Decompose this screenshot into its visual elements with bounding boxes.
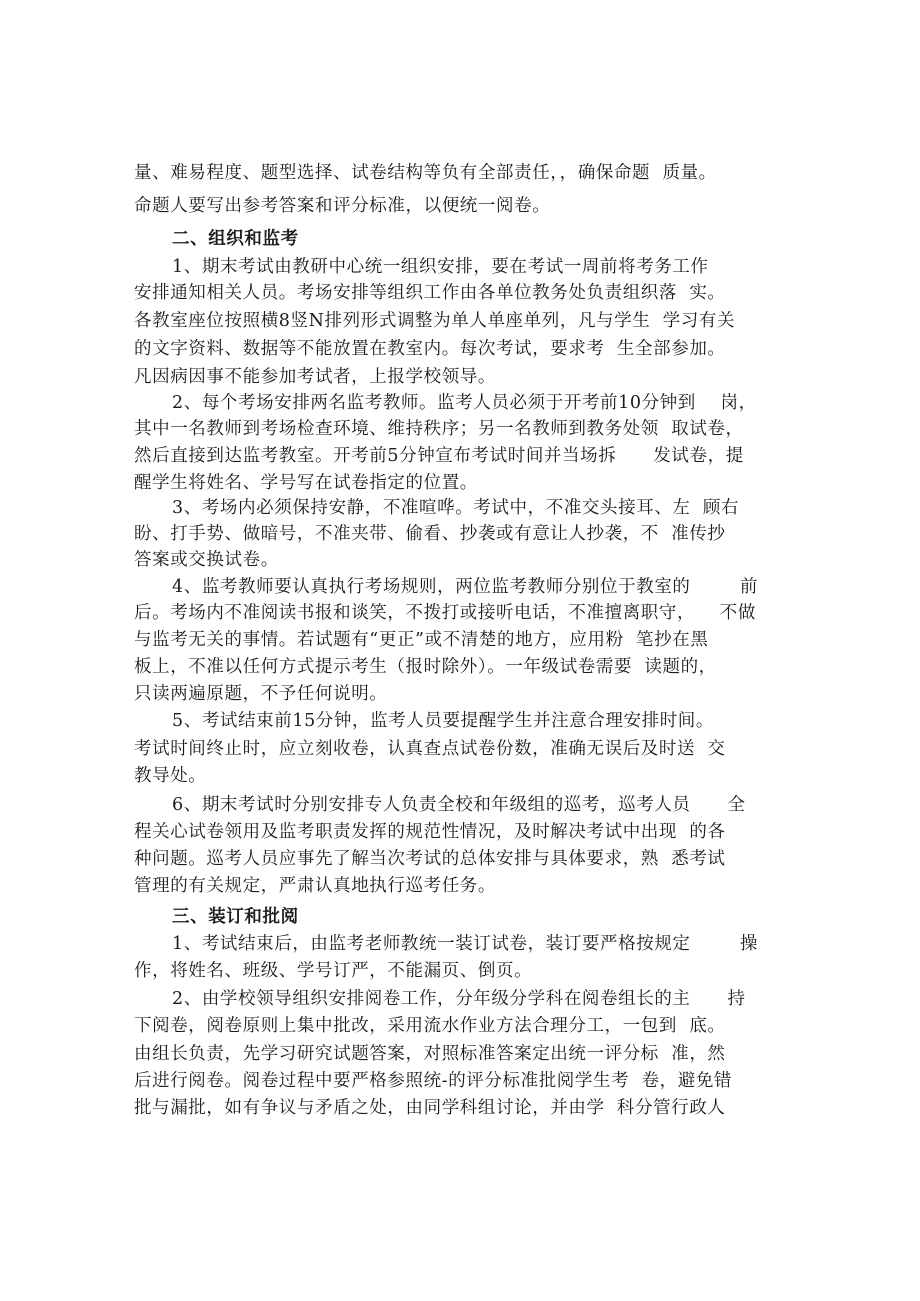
text-line: 教导处。: [134, 766, 207, 786]
section-heading: 二、组织和监考: [172, 229, 299, 249]
text-line: 醒学生将姓名、学号写在试卷指定的位置。: [134, 473, 478, 493]
text-line: 答案或交换试卷。: [134, 550, 279, 570]
section-heading: 三、装订和批阅: [172, 907, 299, 927]
text-line: 1、考试结束后，由监考老师教统一装订试卷，装订要严格按规定 操: [172, 934, 758, 954]
text-line: 只读两遍原题，不予任何说明。: [134, 684, 388, 704]
text-line: 各教室座位按照横8竖N排列形式调整为单人单座单列，凡与学生 学习有关: [134, 311, 736, 331]
text-line: 作，将姓名、班级、学号订严，不能漏页、倒页。: [134, 961, 533, 981]
text-line: 种问题。巡考人员应事先了解当次考试的总体安排与具体要求，熟 悉考试: [134, 849, 726, 869]
text-line: 凡因病因事不能参加考试者，上报学校领导。: [134, 367, 496, 387]
text-line: 3、考场内必须保持安静，不准喧哗。考试中，不准交头接耳、左 顾右: [172, 498, 740, 518]
text-line: 2、由学校领导组织安排阅卷工作，分年级分学科在阅卷组长的主 持: [172, 989, 746, 1009]
text-line: 量、难易程度、题型选择、试卷结构等负有全部责任，，确保命题 质量。: [134, 163, 717, 183]
text-line: 考试时间终止时，应立刻收卷，认真查点试卷份数，准确无误后及时送 交: [134, 739, 726, 759]
text-line: 4、监考教师要认真执行考场规则，两位监考教师分别位于教室的 前: [172, 577, 758, 597]
text-line: 管理的有关规定，严肃认真地执行巡考任务。: [134, 876, 496, 896]
text-line: 安排通知相关人员。考场安排等组织工作由各单位教务处负责组织落 实。: [134, 283, 726, 303]
text-line: 批与漏批，如有争议与矛盾之处，由同学科组讨论，并由学 科分管行政人: [134, 1098, 726, 1118]
text-line: 盼、打手势、做暗号，不准夹带、偷看、抄袭或有意让人抄袭，不 准传抄: [134, 524, 726, 544]
text-line: 下阅卷，阅卷原则上集中批改，采用流水作业方法合理分工，一包到 底。: [134, 1016, 726, 1036]
text-line: 由组长负责，先学习研究试题答案，对照标准答案定出统一评分标 准，然: [134, 1044, 726, 1064]
text-line: 5、考试结束前15分钟，监考人员要提醒学生并注意合理安排时间。: [172, 711, 714, 731]
text-line: 然后直接到达监考教室。开考前5分钟宣布考试时间并当场拆 发试卷，提: [134, 446, 744, 466]
text-line: 命题人要写出参考答案和评分标准，以便统一阅卷。: [134, 196, 551, 216]
text-line: 板上，不准以任何方式提示考生（报时除外）。一年级试卷需要 读题的，: [134, 657, 717, 677]
text-line: 其中一名教师到考场检查环境、维持秩序；另一名教师到教务处领 取试卷，: [134, 419, 744, 439]
text-line: 1、期末考试由教研中心统一组织安排，要在考试一周前将考务工作: [172, 257, 709, 277]
text-line: 后进行阅卷。阅卷过程中要严格参照统-的评分标准批阅学生考 卷，避免错: [134, 1071, 733, 1091]
text-line: 2、每个考场安排两名监考教师。监考人员必须于开考前10分钟到 岗，: [172, 393, 757, 413]
text-line: 后。考场内不准阅读书报和谈笑，不拨打或接听电话，不准擅离职守， 不做: [134, 603, 756, 623]
text-line: 6、期末考试时分别安排专人负责全校和年级组的巡考，巡考人员 全: [172, 795, 746, 815]
text-line: 与监考无关的事情。若试题有“更正”或不清楚的地方，应用粉 笔抄在黑: [134, 630, 709, 650]
text-line: 程关心试卷领用及监考职责发挥的规范性情况，及时解决考试中出现 的各: [134, 822, 726, 842]
text-line: 的文字资料、数据等不能放置在教室内。每次考试，要求考 生全部参加。: [134, 339, 726, 359]
